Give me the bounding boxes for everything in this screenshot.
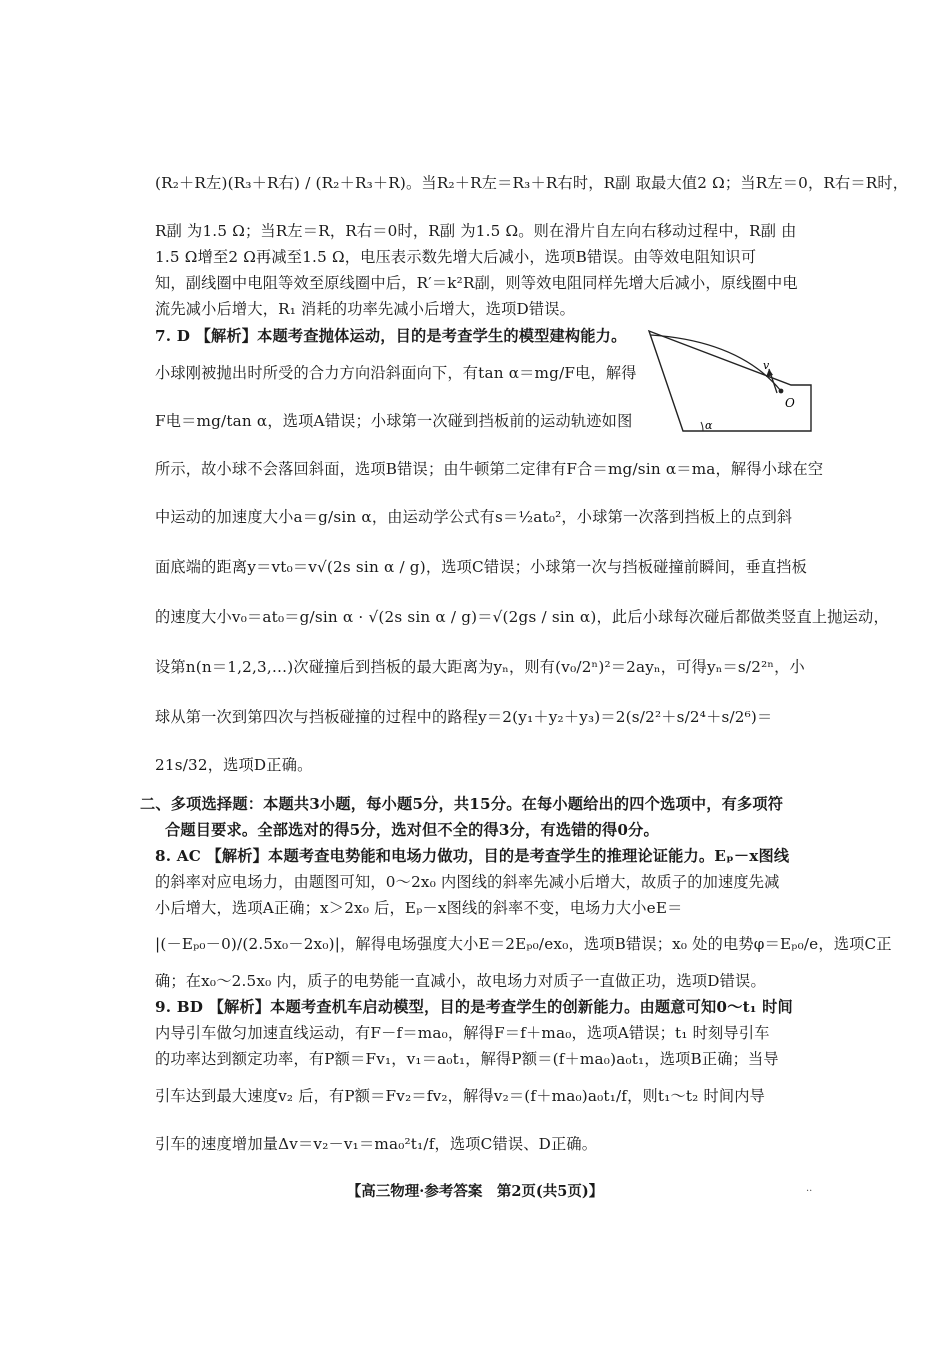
text-line: |(－Eₚ₀－0)/(2.5x₀－2x₀)|，解得电场强度大小E＝2Eₚ₀/ex₀，选项B错误；x₀ 处的电势φ＝Eₚ₀/e，选项C正 xyxy=(155,935,892,953)
page-footer: 【高三物理·参考答案 第2页(共5页)】 xyxy=(346,1183,604,1200)
text-line: 小球刚被抛出时所受的合力方向沿斜面向下，有tan α＝mg/F电，解得 xyxy=(155,364,637,382)
text-line: 内导引车做匀加速直线运动，有F－f＝ma₀，解得F＝f＋ma₀，选项A错误；t₁ 时刻导引车 xyxy=(155,1024,770,1042)
angle-arc xyxy=(701,422,703,431)
text-line: 引车达到最大速度v₂ 后，有P额＝Fv₂＝fv₂，解得v₂＝(f＋ma₀)a₀t₁/f，则t₁～t₂ 时间内导 xyxy=(155,1087,766,1105)
text-line: 合题目要求。全部选对的得5分，选对但不全的得3分，有选错的得0分。 xyxy=(165,821,659,839)
projectile-incline-figure xyxy=(645,325,815,437)
trajectory-curve xyxy=(651,335,781,391)
text-line: 小后增大，选项A正确；x＞2x₀ 后，Eₚ－x图线的斜率不变，电场力大小eE＝ xyxy=(155,899,683,917)
text-line: 面底端的距离y＝vt₀＝v√(2s sin α / g)，选项C错误；小球第一次与挡板碰撞前瞬间，垂直挡板 xyxy=(155,558,807,576)
label-O: O xyxy=(785,396,795,410)
text-line: 二、多项选择题：本题共3小题，每小题5分，共15分。在每小题给出的四个选项中，有多项符 xyxy=(140,795,784,813)
text-line: 9. BD 【解析】本题考查机车启动模型，目的是考查学生的创新能力。由题意可知0～t₁ 时间 xyxy=(155,998,793,1016)
text-line: 的斜率对应电场力，由题图可知，0～2x₀ 内图线的斜率先减小后增大，故质子的加速度先减 xyxy=(155,873,780,891)
text-line: (R₂＋R左)(R₃＋R右) / (R₂＋R₃＋R)。当R₂＋R左＝R₃＋R右时，R副 取最大值2 Ω；当R左＝0，R右＝R时， xyxy=(155,174,909,192)
text-line: 的速度大小v₀＝at₀＝g/sin α · √(2s sin α / g)＝√(2gs / sin α)，此后小球每次碰后都做类竖直上抛运动， xyxy=(155,608,889,626)
text-line: 流先减小后增大，R₁ 消耗的功率先减小后增大，选项D错误。 xyxy=(155,300,576,318)
text-line: 21s/32，选项D正确。 xyxy=(155,756,313,774)
text-line: 8. AC 【解析】本题考查电势能和电场力做功，目的是考查学生的推理论证能力。Eₚ－x图线 xyxy=(155,847,790,865)
scan-mark: ·· xyxy=(806,1186,813,1197)
text-line: 中运动的加速度大小a＝g/sin α，由运动学公式有s＝½at₀²，小球第一次落到挡板上的点到斜 xyxy=(155,508,793,526)
label-alpha: α xyxy=(705,419,713,432)
text-line: 球从第一次到第四次与挡板碰撞的过程中的路程y＝2(y₁＋y₂＋y₃)＝2(s/2²＋s/2⁴＋s/2⁶)＝ xyxy=(155,708,773,726)
text-line: R副 为1.5 Ω；当R左＝R，R右＝0时，R副 为1.5 Ω。则在滑片自左向右移动过程中，R副 由 xyxy=(155,222,797,240)
text-line: F电＝mg/tan α，选项A错误；小球第一次碰到挡板前的运动轨迹如图 xyxy=(155,412,633,430)
text-line: 所示，故小球不会落回斜面，选项B错误；由牛顿第二定律有F合＝mg/sin α＝ma，解得小球在空 xyxy=(155,460,824,478)
text-line: 知，副线圈中电阻等效至原线圈中后，R′＝k²R副，则等效电阻同样先增大后减小，原线圈中电 xyxy=(155,274,798,292)
text-line: 引车的速度增加量Δv＝v₂－v₁＝ma₀²t₁/f，选项C错误、D正确。 xyxy=(155,1135,598,1153)
text-line: 设第n(n＝1,2,3,…)次碰撞后到挡板的最大距离为yₙ，则有(v₀/2ⁿ)²＝2ayₙ，可得yₙ＝s/2²ⁿ，小 xyxy=(155,658,805,676)
label-v: v xyxy=(763,359,770,372)
text-line: 1.5 Ω增至2 Ω再减至1.5 Ω，电压表示数先增大后减小，选项B错误。由等效电阻知识可 xyxy=(155,248,757,266)
incline-and-wall xyxy=(649,331,811,431)
text-line: 确；在x₀～2.5x₀ 内，质子的电势能一直减小，故电场力对质子一直做正功，选项D错误。 xyxy=(155,972,766,990)
text-line: 的功率达到额定功率，有P额＝Fv₁，v₁＝a₀t₁，解得P额＝(f＋ma₀)a₀t₁，选项B正确；当导 xyxy=(155,1050,779,1068)
text-line: 7. D 【解析】本题考查抛体运动，目的是考查学生的模型建构能力。 xyxy=(155,327,627,345)
ball-point xyxy=(779,389,784,394)
